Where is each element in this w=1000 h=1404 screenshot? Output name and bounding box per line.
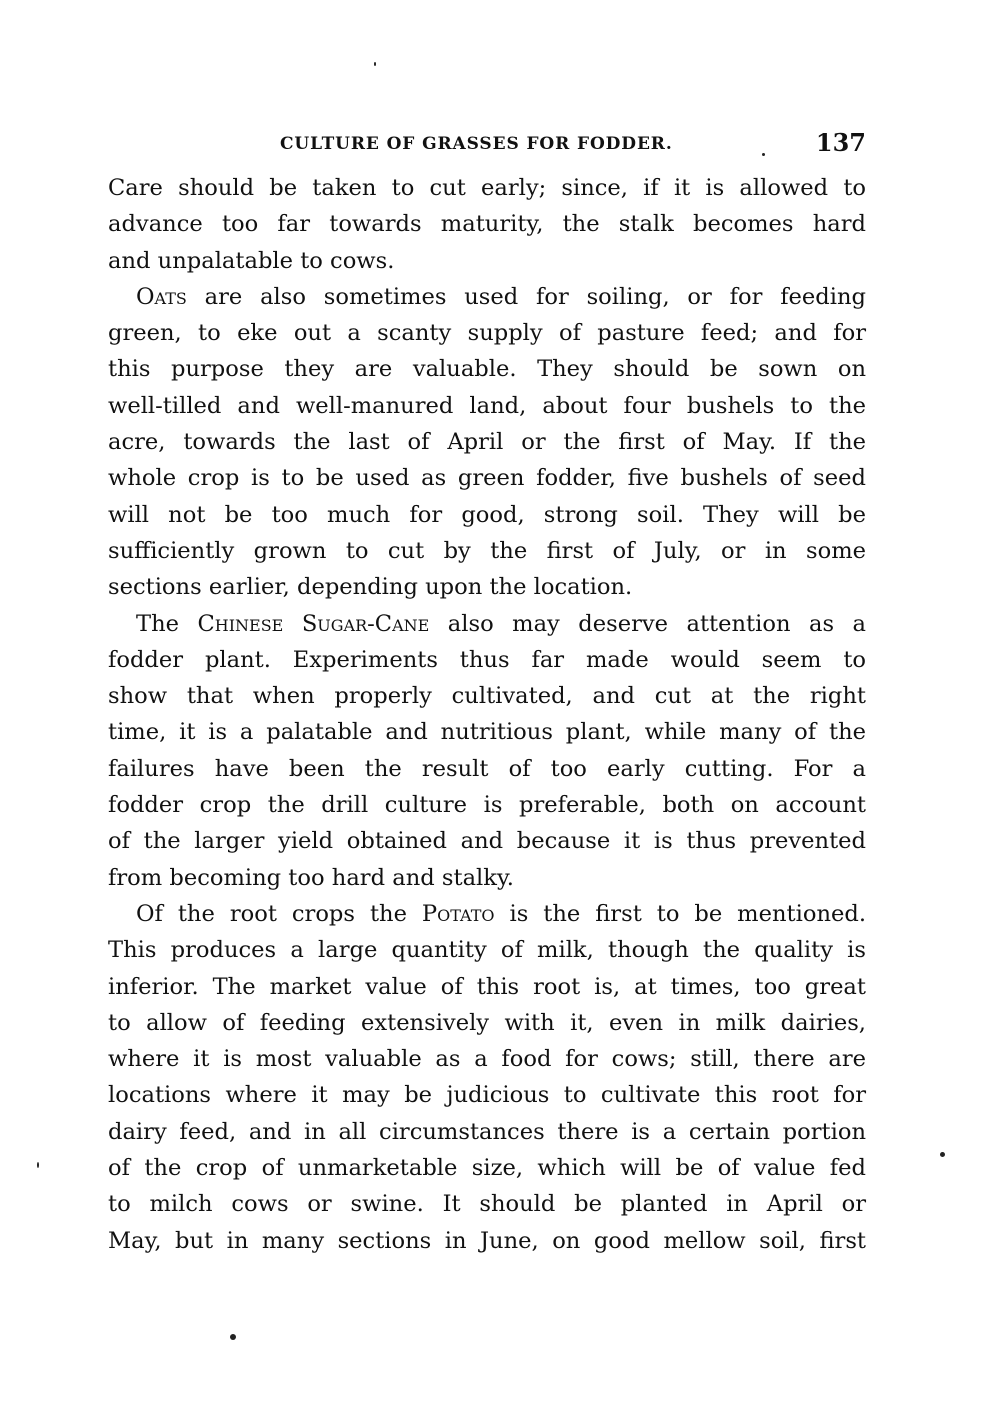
small-caps-term: Potato: [421, 900, 495, 927]
scan-speck: [37, 1162, 39, 1168]
text-line: May, but in many sections in June, on good mellow soil, first: [108, 1227, 866, 1254]
scan-speck: [230, 1334, 236, 1340]
text-run: is the first to be mentioned.: [494, 900, 867, 927]
text-line: of the crop of unmarketable size, which will be of value fed: [108, 1155, 866, 1182]
text-line: green, to eke out a scanty supply of pasture feed; and for: [108, 320, 866, 347]
text-line: fodder plant. Experiments thus far made would seem to: [108, 646, 866, 673]
text-line: inferior. The market value of this root is, at times, too great: [108, 973, 866, 1000]
paragraph-4: [108, 896, 866, 1259]
text-run: also may deserve attention as a: [429, 610, 866, 637]
page-number: 137: [815, 128, 866, 157]
text-line: to allow of feeding extensively with it, even in milk dairies,: [108, 1009, 866, 1036]
text-line: will not be too much for good, strong soil. They will be: [108, 501, 866, 528]
paragraph-3: [108, 606, 866, 896]
page-header: [108, 128, 868, 162]
scan-speck: [374, 62, 376, 66]
paragraph-1: [108, 170, 866, 279]
paragraph-2: [108, 279, 866, 606]
small-caps-term: Chinese Sugar-Cane: [197, 610, 430, 637]
text-line: this purpose they are valuable. They should be sown on: [108, 356, 866, 383]
running-title: CULTURE OF GRASSES FOR FODDER.: [280, 134, 673, 154]
text-line: [108, 606, 866, 642]
text-line: time, it is a palatable and nutritious plant, while many of the: [108, 719, 866, 746]
text-line: show that when properly cultivated, and cut at the right: [108, 683, 866, 710]
text-line: Care should be taken to cut early; since, if it is allowed to: [108, 175, 866, 201]
text-line: well-tilled and well-manured land, about four bushels to the: [108, 392, 866, 419]
text-line: and unpalatable to cows.: [108, 247, 395, 274]
text-run: Of the root crops the: [136, 900, 422, 927]
scan-speck: [762, 153, 765, 156]
text-line: [108, 279, 866, 315]
text-line: of the larger yield obtained and because it is thus prevented: [108, 828, 866, 855]
text-line: advance too far towards maturity, the stalk becomes hard: [108, 211, 866, 238]
text-line: sections earlier, depending upon the location.: [108, 574, 633, 601]
text-line: [108, 896, 866, 932]
text-line: to milch cows or swine. It should be planted in April or: [108, 1191, 866, 1218]
text-run: are also sometimes used for soiling, or for feeding: [186, 283, 866, 310]
small-caps-term: Oats: [136, 283, 187, 310]
scan-speck: [940, 1152, 945, 1157]
text-line: This produces a large quantity of milk, though the quality is: [108, 937, 866, 964]
text-line: dairy feed, and in all circumstances there is a certain portion: [108, 1118, 866, 1145]
text-line: fodder crop the drill culture is preferable, both on account: [108, 792, 866, 819]
text-line: sufficiently grown to cut by the first of July, or in some: [108, 537, 866, 564]
body-text: [108, 170, 866, 1259]
text-line: failures have been the result of too early cutting. For a: [108, 755, 866, 782]
text-line: from becoming too hard and stalky.: [108, 864, 514, 891]
text-line: whole crop is to be used as green fodder, five bushels of seed: [108, 465, 866, 492]
text-line: locations where it may be judicious to cultivate this root for: [108, 1082, 866, 1109]
text-line: where it is most valuable as a food for cows; still, there are: [108, 1046, 866, 1073]
text-line: acre, towards the last of April or the first of May. If the: [108, 429, 866, 456]
text-run: The: [136, 610, 198, 637]
